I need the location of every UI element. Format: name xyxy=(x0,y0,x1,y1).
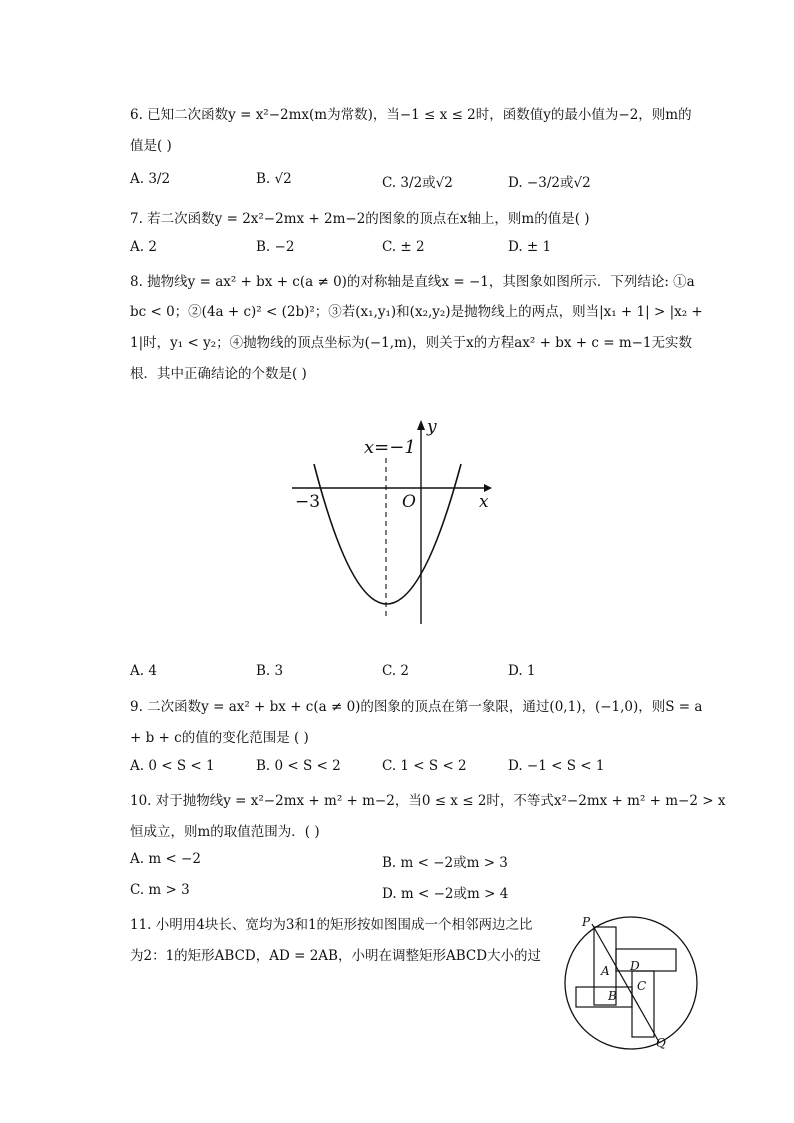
outer-circle xyxy=(565,917,697,1049)
q9-line2: + b + c的值的变化范围是 ( ) xyxy=(130,730,309,746)
q7-option-c: C. ± 2 xyxy=(382,239,425,255)
q8-option-a: A. 4 xyxy=(130,663,157,679)
q6-option-d: D. −3/2或√2 xyxy=(508,175,591,191)
parabola-graph xyxy=(286,414,496,629)
origin-label: O xyxy=(402,492,416,512)
q8-option-b: B. 3 xyxy=(256,663,284,679)
q8-option-d: D. 1 xyxy=(508,663,536,679)
q9-option-d: D. −1 < S < 1 xyxy=(508,758,605,774)
q11-line1: 11. 小明用4块长、宽均为3和1的矩形按如图围成一个相邻两边之比 xyxy=(130,917,533,933)
q11-line2: 为2：1的矩形ABCD，AD = 2AB，小明在调整矩形ABCD大小的过 xyxy=(130,948,542,964)
q9-option-a: A. 0 < S < 1 xyxy=(130,758,215,774)
q8-line3: 1|时，y₁ < y₂；④抛物线的顶点坐标为(−1,m)，则关于x的方程ax² + bx + c = m−1无实数 xyxy=(130,335,693,351)
label-a: A xyxy=(601,964,610,978)
x-axis-arrow xyxy=(484,484,492,492)
neg3-label: −3 xyxy=(295,492,321,512)
label-b: B xyxy=(608,989,617,1003)
rectangles-circle-figure xyxy=(555,912,707,1050)
q7-option-a: A. 2 xyxy=(130,239,157,255)
y-axis-arrow xyxy=(417,420,425,430)
symmetry-label: x=−1 xyxy=(364,437,416,458)
q10-option-c: C. m > 3 xyxy=(130,882,190,898)
diagonal-pq xyxy=(592,924,659,1042)
q7-option-b: B. −2 xyxy=(256,239,295,255)
x-axis-label: x xyxy=(479,492,489,512)
q10-line2: 恒成立，则m的取值范围为．( ) xyxy=(130,824,320,840)
rect-right-horizontal xyxy=(616,949,676,971)
label-p: P xyxy=(582,915,591,929)
label-d: D xyxy=(630,959,640,973)
parabola-curve xyxy=(314,464,461,604)
q10-option-a: A. m < −2 xyxy=(130,851,201,867)
q10-option-b: B. m < −2或m > 3 xyxy=(382,855,508,871)
q6-option-c: C. 3/2或√2 xyxy=(382,175,453,191)
q6-line2: 值是( ) xyxy=(130,138,172,154)
label-c: C xyxy=(637,979,647,993)
q6-option-a: A. 3/2 xyxy=(130,171,171,187)
q10-option-d: D. m < −2或m > 4 xyxy=(382,886,509,902)
label-q: Q xyxy=(656,1036,666,1050)
q8-line1: 8. 抛物线y = ax² + bx + c(a ≠ 0)的对称轴是直线x = −1，其图象如图所示．下列结论: ①a xyxy=(130,274,695,290)
q6-line1: 6. 已知二次函数y = x²−2mx(m为常数)，当−1 ≤ x ≤ 2时，函数值y的最小值为−2，则m的 xyxy=(130,107,692,123)
q8-line2: bc < 0；②(4a + c)² < (2b)²；③若(x₁,y₁)和(x₂,y₂)是抛物线上的两点，则当|x₁ + 1| > |x₂ + xyxy=(130,304,703,320)
q9-option-b: B. 0 < S < 2 xyxy=(256,758,341,774)
q7-line1: 7. 若二次函数y = 2x²−2mx + 2m−2的图象的顶点在x轴上，则m的值是( ) xyxy=(130,211,590,227)
q9-option-c: C. 1 < S < 2 xyxy=(382,758,467,774)
q8-option-c: C. 2 xyxy=(382,663,410,679)
q8-line4: 根．其中正确结论的个数是( ) xyxy=(130,366,307,382)
q10-line1: 10. 对于抛物线y = x²−2mx + m² + m−2，当0 ≤ x ≤ 2时，不等式x²−2mx + m² + m−2 > x xyxy=(130,793,726,809)
q6-option-b: B. √2 xyxy=(256,171,292,187)
q7-option-d: D. ± 1 xyxy=(508,239,552,255)
q9-line1: 9. 二次函数y = ax² + bx + c(a ≠ 0)的图象的顶点在第一象限，通过(0,1)，(−1,0)，则S = a xyxy=(130,699,703,715)
y-axis-label: y xyxy=(427,417,437,437)
rect-left-horizontal xyxy=(576,987,632,1007)
